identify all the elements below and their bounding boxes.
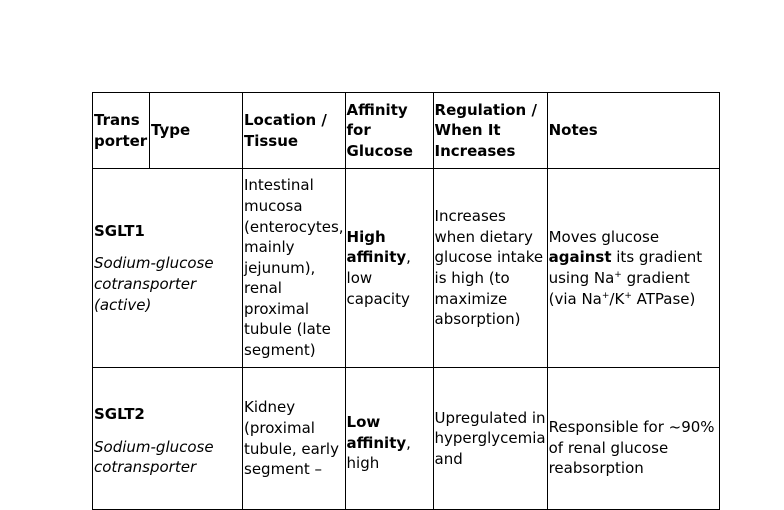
header-type: Type [150, 93, 243, 169]
table-row [93, 169, 720, 368]
affinity-rest: , low capacity [346, 248, 411, 308]
transporter-name: SGLT2 [94, 405, 145, 424]
header-regulation: Regulation / When It Increases [433, 93, 547, 169]
transporter-subtitle: Sodium-glucose cotransporter (active) [94, 254, 214, 314]
affinity-strong: High affinity [346, 227, 407, 267]
header-transporter: Trans porter [93, 93, 150, 169]
transporter-table [92, 92, 720, 510]
notes-cell: Responsible for ~90% of renal glucose reabsorption [547, 368, 719, 510]
transporter-name: SGLT1 [94, 221, 145, 240]
notes-emphasis: against [548, 248, 612, 267]
affinity-rest: , high [346, 433, 411, 473]
affinity-cell [345, 368, 433, 510]
affinity-cell [345, 169, 433, 368]
notes-text: ATPase) [631, 289, 696, 308]
regulation-cell: Increases when dietary glucose intake is high (to maximize absorption) [433, 169, 547, 368]
header-location: Location / Tissue [243, 93, 346, 169]
superscript-plus: + [614, 270, 622, 280]
header-row [93, 93, 720, 169]
location-cell: Intestinal mucosa (enterocytes, mainly jejunum), renal proximal tubule (late segment) [243, 169, 346, 368]
superscript-plus: + [624, 290, 632, 301]
transporter-cell [93, 169, 243, 368]
superscript-plus: + [601, 290, 610, 301]
location-cell: Kidney (proximal tubule, early segment – [243, 368, 346, 510]
notes-text: gradient (via Na [548, 269, 690, 308]
transporter-subtitle: Sodium-glucose cotransporter [94, 437, 214, 477]
header-notes: Notes [547, 93, 719, 169]
notes-text: /K [609, 289, 625, 308]
regulation-cell: Upregulated in hyperglycemia and [433, 368, 547, 510]
affinity-strong: Low affinity [346, 413, 407, 452]
notes-cell [547, 169, 719, 368]
transporter-cell [93, 368, 243, 510]
table-row [93, 368, 720, 510]
header-affinity: Affinity for Glucose [345, 93, 433, 169]
notes-text: Moves glucose [548, 227, 660, 246]
notes-text: its gradient using Na [548, 248, 703, 287]
